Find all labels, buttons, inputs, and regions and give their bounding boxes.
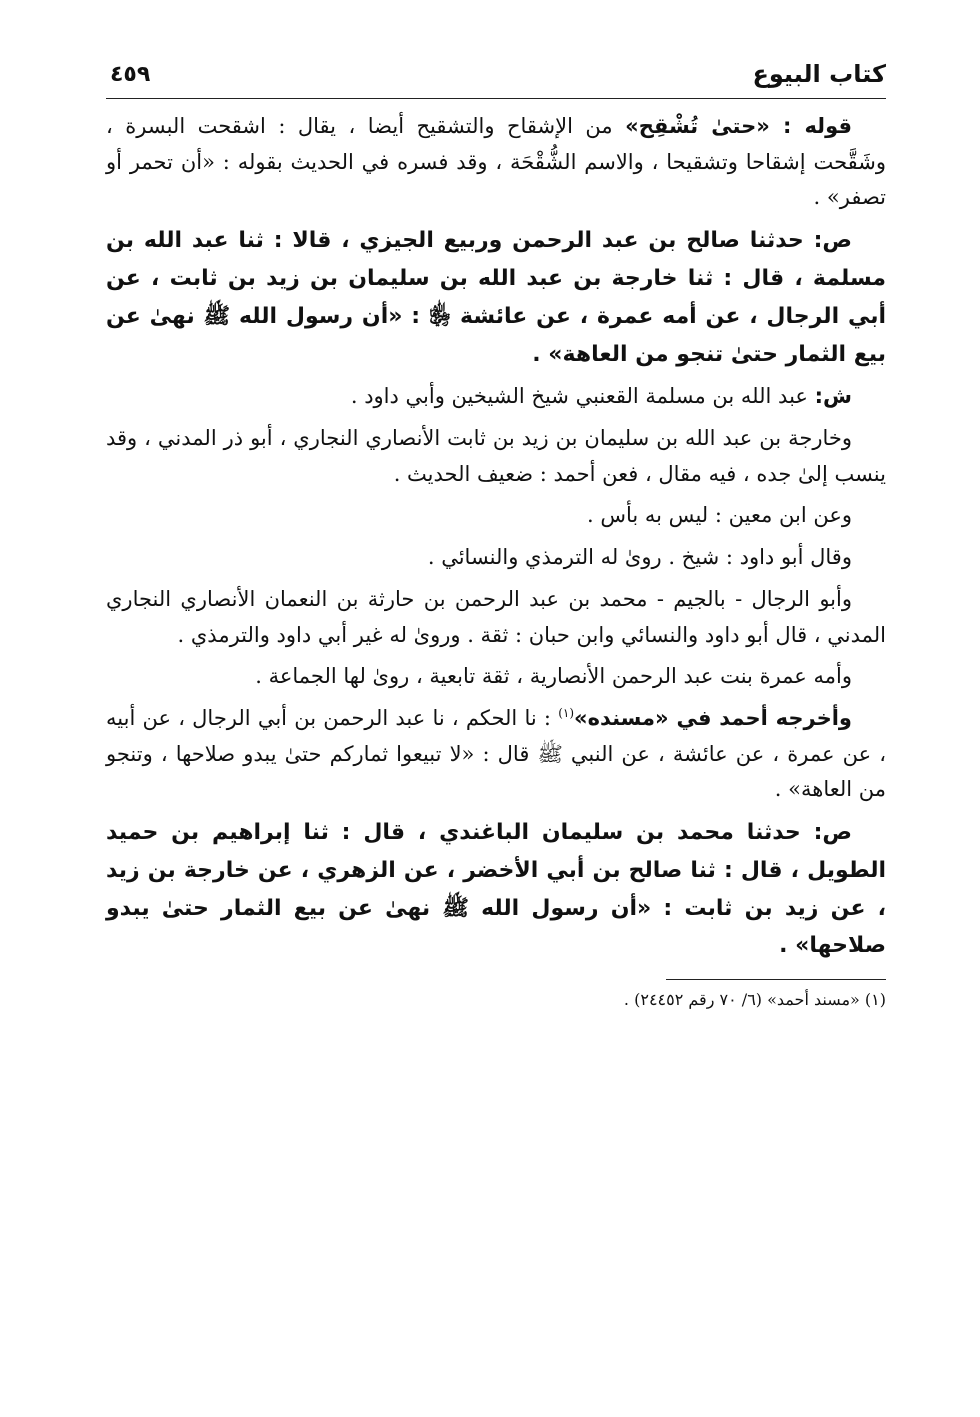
paragraph-narrator-kharija: وخارجة بن عبد الله بن سليمان بن زيد بن ثابت الأنصاري النجاري ، أبو ذر المدني ، وقد ينسب إلىٰ جده ، فيه مقال ، فعن أحمد : ضعيف الحديث . [106, 426, 886, 486]
paragraph-abu-dawud: وقال أبو داود : شيخ . روىٰ له الترمذي والنسائي . [427, 545, 852, 570]
footnote-marker[interactable]: (١) [558, 705, 575, 720]
page-body [106, 109, 886, 1012]
paragraph-commentary-tushqih [106, 109, 886, 216]
paragraph-ahmad-takhrij [106, 701, 886, 808]
paragraph-ibn-maeen: وعن ابن معين : ليس به بأس . [587, 503, 852, 528]
chapter-title: كتاب البيوع [752, 60, 886, 88]
paragraph-narrator-amra: وأمه عمرة بنت عبد الرحمن الأنصارية ، ثقة تابعية ، روىٰ لها الجماعة . [255, 664, 852, 689]
paragraph-sharh-1 [106, 379, 886, 415]
paragraph-text: عبد الله بن مسلمة القعنبي شيخ الشيخين وأبي داود . [350, 384, 815, 409]
page-number: ٤٥٩ [110, 62, 151, 87]
page-header [106, 58, 886, 99]
footnote-divider [666, 979, 886, 980]
paragraph-hadith-2: ص: حدثنا محمد بن سليمان الباغندي ، قال : ثنا إبراهيم بن حميد الطويل ، قال : ثنا صالح بن أبي الأخضر ، عن الزهري ، عن خارجة بن زيد ، عن زيد بن ثابت : «أن رسول الله ﷺ نهىٰ عن بيع الثمار حتىٰ يبدو صلاحها» . [106, 819, 886, 959]
book-page [106, 58, 886, 1358]
paragraph-text: : نا الحكم ، نا عبد الرحمن بن أبي الرجال ، عن أبيه ، عن عمرة ، عن عائشة ، عن النبي ﷺ قال : «لا تبيعوا ثماركم حتىٰ يبدو صلاحها ، وتنجو من العاهة» . [106, 705, 886, 802]
paragraph-lead: وأخرجه أحمد في «مسنده» [574, 705, 852, 730]
footnote: (١) «مسند أحمد» (٦/ ٧٠ رقم ٢٤٤٥٢) . [623, 990, 886, 1010]
paragraph-narrator-abu-rijal: وأبو الرجال - بالجيم - محمد بن عبد الرحمن بن حارثة بن النعمان الأنصاري النجاري المدني ، قال أبو داود والنسائي وابن حبان : ثقة . وروىٰ له غير أبي داود والترمذي . [106, 586, 886, 647]
paragraph-lead: ش: [814, 384, 852, 409]
paragraph-hadith-1: ص: حدثنا صالح بن عبد الرحمن وربيع الجيزي ، قالا : ثنا عبد الله بن مسلمة ، قال : ثنا خارجة بن عبد الله بن سليمان بن زيد بن ثابت ، عن أبي الرجال ، عن أمه عمرة ، عن عائشة ﵂ : «أن رسول الله ﷺ نهىٰ عن بيع الثمار حتىٰ تنجو من العاهة» . [106, 228, 886, 367]
paragraph-lead: قوله : «حتىٰ تُشْقِح» [625, 114, 852, 138]
paragraph-text: من الإشقاح والتشقيح أيضا ، يقال : اشقحت البسرة ، وشَقَّحت إشقاحا وتشقيحا ، والاسم الشُّقْحَة ، وقد فسره في الحديث بقوله : «أن تحمر أو تصفر» . [106, 114, 886, 210]
